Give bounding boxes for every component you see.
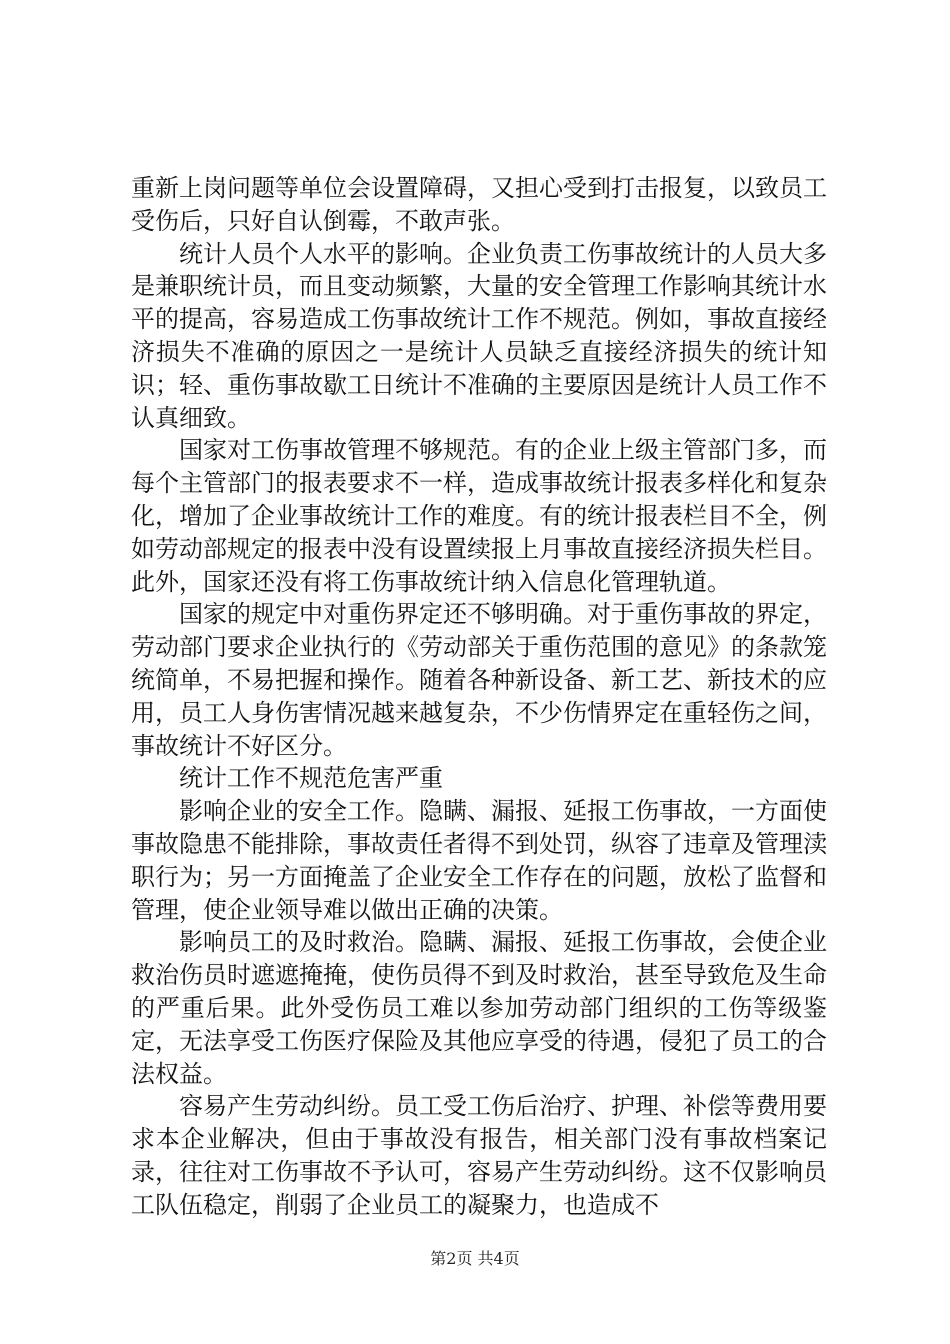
page-footer: 第2页 共4页 bbox=[430, 1249, 520, 1268]
section-heading: 统计工作不规范危害严重 bbox=[179, 764, 443, 793]
document-body bbox=[131, 172, 827, 1222]
paragraph-serious-injury-definition: 国家的规定中对重伤界定还不够明确。对于重伤事故的界定，劳动部门要求企业执行的《劳动部关于重伤范围的意见》的条款笼统简单，不易把握和操作。随着各种新设备、新工艺、新技术的应用，员工人身伤害情况越来越复杂，不少伤情界定在重轻伤之间，事故统计不好区分。 bbox=[131, 600, 827, 760]
paragraph-continuation: 重新上岗问题等单位会设置障碍，又担心受到打击报复，以致员工受伤后，只好自认倒霉，不敢声张。 bbox=[131, 174, 827, 235]
paragraph-safety-work: 影响企业的安全工作。隐瞒、漏报、延报工伤事故，一方面使事故隐患不能排除，事故责任者得不到处罚，纵容了违章及管理渎职行为；另一方面掩盖了企业安全工作存在的问题，放松了监督和管理，使企业领导难以做出正确的决策。 bbox=[131, 797, 827, 924]
paragraph-labor-disputes: 容易产生劳动纠纷。员工受工伤后治疗、护理、补偿等费用要求本企业解决，但由于事故没有报告，相关部门没有事故档案记录，往往对工伤事故不予认可，容易产生劳动纠纷。这不仅影响员工队伍稳定，削弱了企业员工的凝聚力，也造成不 bbox=[131, 1092, 827, 1219]
paragraph-timely-treatment: 影响员工的及时救治。隐瞒、漏报、延报工伤事故，会使企业救治伤员时遮遮掩掩，使伤员得不到及时救治，甚至导致危及生命的严重后果。此外受伤员工难以参加劳动部门组织的工伤等级鉴定，无法享受工伤医疗保险及其他应享受的待遇，侵犯了员工的合法权益。 bbox=[131, 928, 827, 1088]
paragraph-national-management: 国家对工伤事故管理不够规范。有的企业上级主管部门多，而每个主管部门的报表要求不一样，造成事故统计报表多样化和复杂化，增加了企业事故统计工作的难度。有的统计报表栏目不全，例如劳动部规定的报表中没有设置续报上月事故直接经济损失栏目。此外，国家还没有将工伤事故统计纳入信息化管理轨道。 bbox=[131, 436, 827, 596]
paragraph-statistician-level: 统计人员个人水平的影响。企业负责工伤事故统计的人员大多是兼职统计员，而且变动频繁，大量的安全管理工作影响其统计水平的提高，容易造成工伤事故统计工作不规范。例如，事故直接经济损失不准确的原因之一是统计人员缺乏直接经济损失的统计知识；轻、重伤事故歇工日统计不准确的主要原因是统计人员工作不认真细致。 bbox=[131, 239, 827, 432]
